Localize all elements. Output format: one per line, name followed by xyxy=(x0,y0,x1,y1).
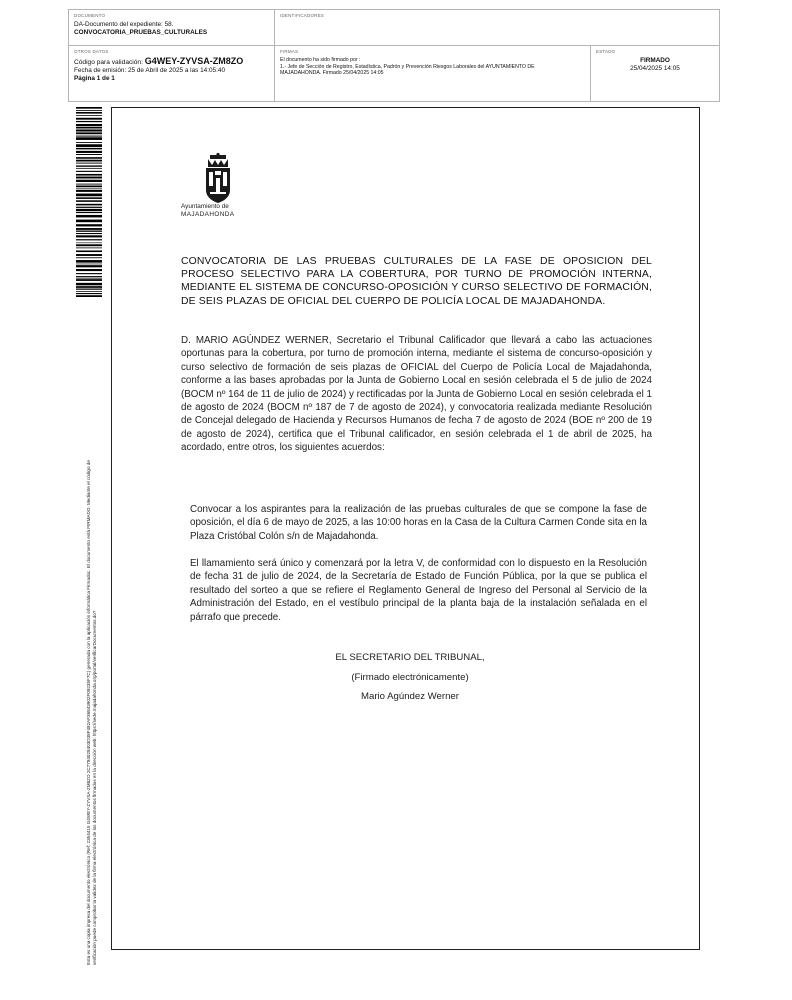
logo-text xyxy=(181,203,261,219)
firmas-line2: 1.- Jefe de Sección de Registro, Estadística, Padrón y Prevención Riesgos Laborales del AYUNTAMIENTO DE xyxy=(280,63,535,70)
estado-label: ESTADO xyxy=(596,49,616,54)
firmas-label: FIRMAS xyxy=(280,49,299,54)
body-paragraph-3: El llamamiento será único y comenzará por la letra V, de conformidad con lo dispuesto en la Resolución de fecha 31 de julio de 2024, de la Secretaría de Estado de Función Pública, por la que se publica el resultado del sorteo a que se refiere el Reglamento General de Ingreso del Personal al Servicio de la Administración del Estado, en el vestíbulo principal de la planta baja de la instalación señalada en el párrafo que precede. xyxy=(190,558,647,623)
otros-datos-cell xyxy=(69,46,275,102)
codigo-value: G4WEY-ZYVSA-ZM8ZO xyxy=(144,56,244,66)
documento-label: DOCUMENTO xyxy=(74,13,106,18)
documento-cell xyxy=(69,10,275,46)
signature-title: EL SECRETARIO DEL TRIBUNAL, xyxy=(335,652,485,663)
body-paragraph-1 xyxy=(181,334,652,455)
barcode-icon xyxy=(76,107,102,297)
paragraph1-text: , Secretario el Tribunal Calificador que llevará a cabo las actuaciones oportunas para la cobertura, por turno de promoción interna, mediante el sistema de concurso-oposición y curso selectivo de formación de seis plazas de OFICIAL del Cuerpo de Policía Local de Majadahonda, conforme a las bases aprobadas por la Junta de Gobierno Local en sesión celebrada el 5 de julio de 2024 (BOCM nº 164 de 11 de julio de 2024) y rectificadas por la Junta de Gobierno Local en sesión celebrada el 1 de agosto de 2024 (BOCM nº 187 de 7 de agosto de 2024), y convocatoria realizada mediante Resolución de Concejal delegado de Hacienda y Recursos Humanos de fecha 7 de agosto de 2024 (BOE nº 200 de 19 de agosto de 2024), certifica que el Tribunal calificador, en sesión celebrada el 1 de abril de 2025, ha acordado, entre otros, los siguientes acuerdos: xyxy=(181,335,652,454)
document-title: CONVOCATORIA DE LAS PRUEBAS CULTURALES DE LA FASE DE OPOSICION DEL PROCESO SELECTIVO PARA LA COBERTURA, POR TURNO DE PROMOCIÓN INTERNA, MEDIANTE EL SISTEMA DE CONCURSO-OPOSICIÓN Y CURSO SELECTIVO DE FORMACIÓN, DE SEIS PLAZAS DE OFICIAL DEL CUERPO DE POLICÍA LOCAL DE MAJADAHONDA. xyxy=(181,256,652,307)
fecha-emision: Fecha de emisión: 25 de Abril de 2025 a las 14:05:40 xyxy=(74,67,225,74)
signature-electronic: (Firmado electrónicamente) xyxy=(351,672,469,683)
pagina: Página 1 de 1 xyxy=(74,75,115,82)
firmas-line3: MAJADAHONDA. Firmado 25/04/2025 14:05 xyxy=(280,70,384,77)
documento-line1: DA-Documento del expediente: 58. xyxy=(74,21,174,28)
identificadores-label: IDENTIFICADORES xyxy=(280,13,325,18)
firmas-line1: El documento ha sido firmado por : xyxy=(280,57,361,63)
verification-side-text xyxy=(80,297,104,965)
identificadores-cell xyxy=(275,10,719,46)
codigo-prefix: Código para validación: xyxy=(74,59,143,66)
side-text-line2: verificación puede comprobar la validez de la firma electrónica de los documentos firmados en la dirección web: https://sede.majadahonda.org/portal/verificarDocumentos.do? xyxy=(92,610,97,965)
side-text-line1: Esta es una copia impresa del documento electrónico (Ref: 2354415 G4WEY-ZYVSA-ZM8ZO 2C7784028403D38F482AF36843902F09235F7C) generada con la aplicación informática Firmadoc. El documento está FIRMADO. Mediante el código de xyxy=(86,460,91,965)
estado-date: 25/04/2025 14:05 xyxy=(630,65,680,72)
logo-line1: Ayuntamiento de xyxy=(181,203,229,210)
documento-line2: CONVOCATORIA_PRUEBAS_CULTURALES xyxy=(74,29,208,36)
firmas-cell xyxy=(275,46,591,102)
codigo-validacion xyxy=(74,57,269,67)
body-paragraph-2: Convocar a los aspirantes para la realización de las pruebas culturales de que se compone la fase de oposición, el día 6 de mayo de 2025, a las 10:00 horas en la Casa de la Cultura Carmen Conde sita en la Plaza Cristóbal Colón s/n de Majadahonda. xyxy=(190,504,647,542)
estado-value: FIRMADO xyxy=(640,57,670,64)
signature-name: Mario Agúndez Werner xyxy=(361,691,459,702)
logo-line2: MAJADAHONDA xyxy=(181,211,235,218)
otros-label: OTROS DATOS xyxy=(74,49,109,54)
metadata-header xyxy=(68,9,720,102)
secretary-name: D. MARIO AGÚNDEZ WERNER xyxy=(181,335,329,346)
estado-cell xyxy=(591,46,719,102)
